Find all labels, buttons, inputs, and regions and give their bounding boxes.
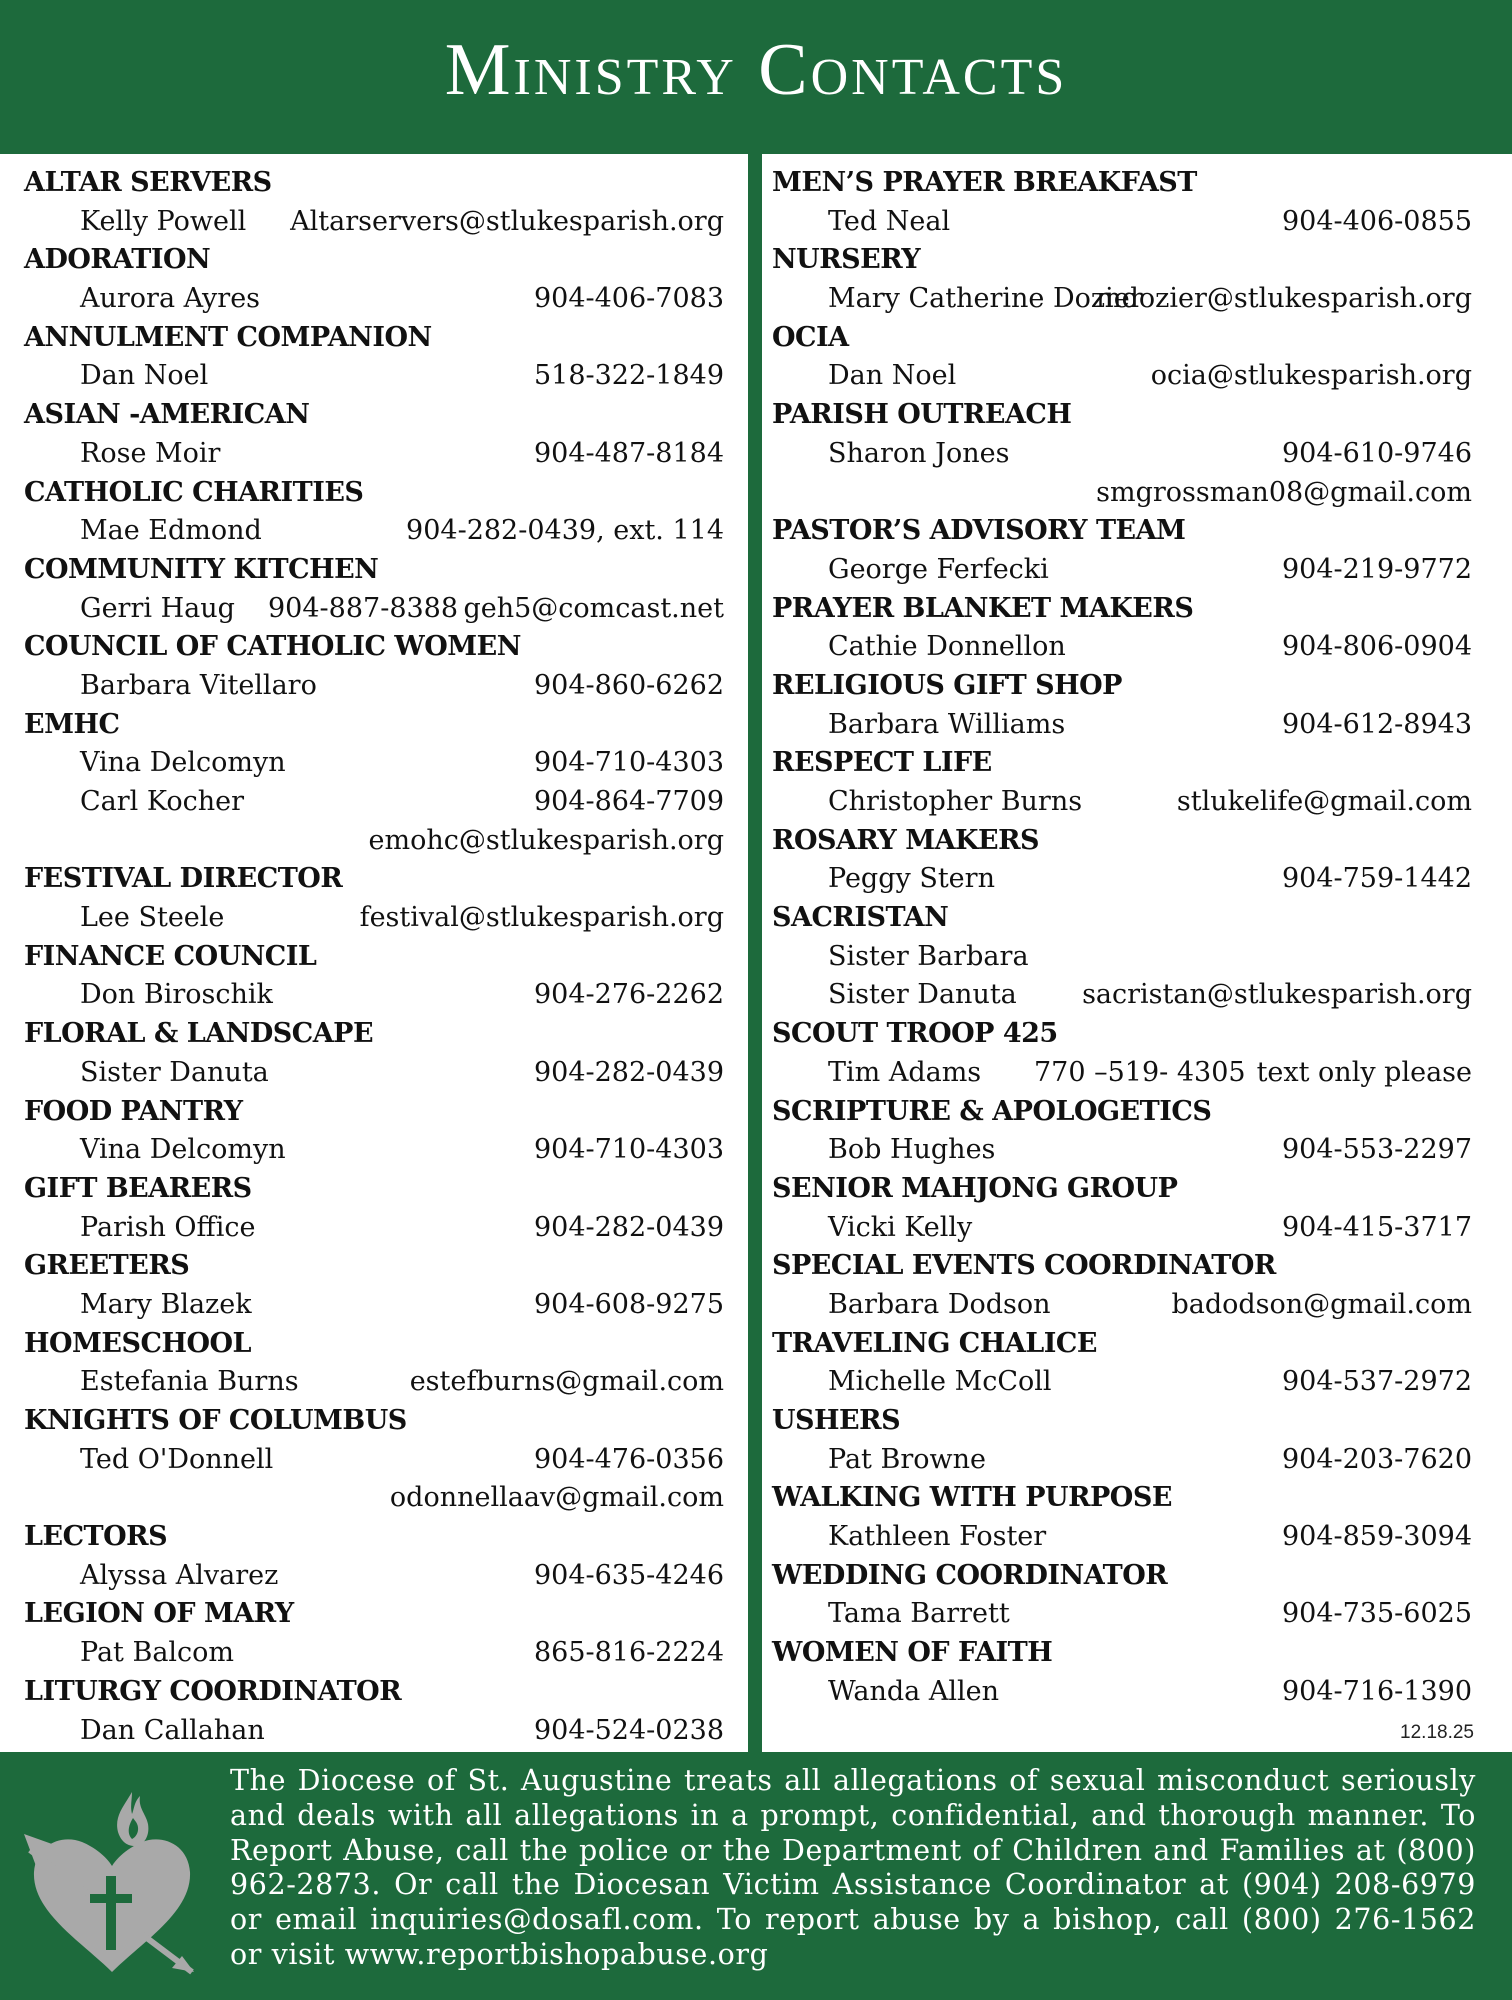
- contact-name: Parish Office: [80, 1211, 256, 1243]
- contact-name: Sharon Jones: [828, 437, 1010, 469]
- category-heading: LEGION OF MARY: [24, 1598, 294, 1630]
- left-column: [24, 164, 724, 1750]
- contact-name: Kathleen Foster: [828, 1521, 1047, 1553]
- contact-name: Vicki Kelly: [828, 1211, 973, 1243]
- category-heading: KNIGHTS OF COLUMBUS: [24, 1405, 407, 1436]
- category-heading: GREETERS: [24, 1250, 190, 1282]
- contact-row: [772, 1286, 1472, 1325]
- contact-detail: 904-553-2297: [1281, 1134, 1472, 1166]
- contact-row: [24, 1712, 724, 1751]
- category-heading: RESPECT LIFE: [772, 747, 992, 779]
- contact-detail: 904-282-0439, ext. 114: [406, 515, 724, 547]
- contact-name: Ted O'Donnell: [80, 1443, 274, 1475]
- contact-row: [24, 203, 724, 242]
- category-heading: ASIAN -AMERICAN: [24, 399, 310, 431]
- contact-name: Barbara Williams: [828, 708, 1066, 740]
- contact-detail: mdozier@stlukesparish.org: [1095, 283, 1472, 315]
- contact-name: Vina Delcomyn: [80, 747, 286, 779]
- contact-detail: 904-203-7620: [1281, 1443, 1472, 1475]
- abuse-reporting-notice: The Diocese of St. Augustine treats all allegations of sexual misconduct seriously and deals with all allegations in a prompt, confidential, and thorough manner. To Report Abuse, call the police or the Department of Children and Families at (800) 962-2873. Or call the Diocesan Victim Assistance Coordinator at (904) 208-6979 or email inquiries@dosafl.com. To report abuse by a bishop, call (800) 276-1562 or visit www.reportbishopabuse.org: [230, 1764, 1476, 1971]
- category-heading: FOOD PANTRY: [24, 1095, 243, 1127]
- contact-detail: 904-282-0439: [533, 1211, 724, 1243]
- contact-detail: stlukelife@gmail.com: [1176, 786, 1472, 817]
- contact-row: [24, 1209, 724, 1248]
- contact-detail: 518-322-1849: [533, 360, 724, 392]
- category-heading: ROSARY MAKERS: [772, 824, 1040, 856]
- contact-row: [24, 667, 724, 706]
- contact-name: Sister Danuta: [80, 1056, 269, 1088]
- contact-name: Mary Catherine Dozier: [828, 283, 1143, 315]
- category-heading: CATHOLIC CHARITIES: [24, 476, 364, 508]
- contact-detail: Altarservers@stlukesparish.org: [290, 205, 724, 237]
- contact-row: [24, 1054, 724, 1093]
- contact-detail: geh5@comcast.net: [463, 592, 724, 624]
- contact-row: [24, 435, 724, 474]
- contact-row: [24, 357, 724, 396]
- contact-name: Christopher Burns: [828, 786, 1083, 817]
- contact-phone: 904-887-8388: [268, 592, 459, 624]
- contact-detail: smgrossman08@gmail.com: [1096, 476, 1472, 508]
- contact-row: [24, 899, 724, 938]
- contact-name: Bob Hughes: [828, 1134, 996, 1166]
- contact-row: [772, 1209, 1472, 1248]
- contact-name: Lee Steele: [80, 902, 225, 934]
- contact-detail: 904-406-0855: [1281, 205, 1472, 237]
- contact-row: [772, 860, 1472, 899]
- contact-name: Alyssa Alvarez: [80, 1559, 279, 1591]
- contact-detail: 904-476-0356: [533, 1443, 724, 1475]
- contact-name: Don Biroschik: [80, 979, 273, 1011]
- revision-date: 12.18.25: [1400, 1722, 1474, 1743]
- category-heading: ANNULMENT COMPANION: [24, 321, 432, 353]
- contact-row: [24, 1131, 724, 1170]
- category-heading: LITURGY COORDINATOR: [24, 1675, 402, 1707]
- contact-name: Pat Browne: [828, 1443, 986, 1475]
- contact-row: [24, 1479, 724, 1518]
- contact-detail: 904-716-1390: [1281, 1675, 1472, 1707]
- category-heading: COMMUNITY KITCHEN: [24, 553, 379, 585]
- contact-row: [772, 203, 1472, 242]
- contact-name: Tim Adams: [828, 1056, 982, 1088]
- contact-detail: 904-612-8943: [1281, 708, 1472, 740]
- contact-detail: 865-816-2224: [533, 1637, 724, 1669]
- contact-name: Wanda Allen: [828, 1675, 999, 1707]
- contact-row: [772, 976, 1472, 1015]
- category-heading: RELIGIOUS GIFT SHOP: [772, 669, 1122, 701]
- contact-name: Sister Danuta: [828, 979, 1017, 1011]
- contact-detail: 904-282-0439: [533, 1056, 724, 1088]
- contact-row: [24, 1363, 724, 1402]
- category-heading: SCOUT TROOP 425: [772, 1018, 1058, 1050]
- contact-name: Estefania Burns: [80, 1366, 299, 1398]
- category-heading: FESTIVAL DIRECTOR: [24, 863, 343, 895]
- contact-detail: 904-859-3094: [1281, 1521, 1472, 1553]
- contact-name: Gerri Haug: [80, 592, 235, 624]
- category-heading: ADORATION: [24, 244, 211, 276]
- category-heading: GIFT BEARERS: [24, 1172, 252, 1204]
- category-heading: HOMESCHOOL: [24, 1327, 252, 1359]
- contact-detail: 904-759-1442: [1281, 863, 1472, 895]
- contact-row: [772, 551, 1472, 590]
- contact-detail: 904-276-2262: [533, 979, 724, 1011]
- contact-row: [24, 512, 724, 551]
- contact-row: [772, 1673, 1472, 1712]
- contact-name: Kelly Powell: [80, 205, 247, 237]
- category-heading: NURSERY: [772, 244, 921, 276]
- category-heading: LECTORS: [24, 1521, 168, 1553]
- contact-row: [772, 435, 1472, 474]
- contact-row: [772, 1363, 1472, 1402]
- category-heading: USHERS: [772, 1405, 901, 1436]
- category-heading: WOMEN OF FAITH: [772, 1637, 1053, 1669]
- contact-name: Mary Blazek: [80, 1288, 252, 1320]
- category-heading: WALKING WITH PURPOSE: [772, 1482, 1172, 1514]
- contact-row: [24, 1441, 724, 1480]
- contact-name: Dan Noel: [828, 360, 957, 392]
- contact-detail: 904-415-3717: [1281, 1211, 1472, 1243]
- contact-name: Dan Callahan: [80, 1714, 265, 1746]
- contact-name: Barbara Vitellaro: [80, 669, 317, 701]
- contact-name: Carl Kocher: [80, 786, 244, 817]
- contact-detail: 904-735-6025: [1281, 1598, 1472, 1630]
- contact-row: [24, 1634, 724, 1673]
- contact-row: [24, 976, 724, 1015]
- contact-detail: sacristan@stlukesparish.org: [1082, 979, 1472, 1011]
- contact-row: [24, 744, 724, 783]
- contact-detail: text only please: [1256, 1056, 1472, 1088]
- contact-detail: 904-406-7083: [533, 283, 724, 315]
- contact-row: [24, 1557, 724, 1596]
- contact-name: Peggy Stern: [828, 863, 995, 895]
- contact-row: [772, 783, 1472, 822]
- contact-row: [772, 628, 1472, 667]
- contact-name: Cathie Donnellon: [828, 631, 1066, 663]
- contact-row: [24, 822, 724, 861]
- contact-detail: 904-864-7709: [533, 786, 724, 817]
- contact-row: [772, 1441, 1472, 1480]
- contact-detail: festival@stlukesparish.org: [359, 902, 724, 934]
- contact-detail: odonnellaav@gmail.com: [389, 1482, 724, 1514]
- category-heading: SPECIAL EVENTS COORDINATOR: [772, 1250, 1276, 1282]
- category-heading: PARISH OUTREACH: [772, 399, 1072, 431]
- contact-row: [24, 1286, 724, 1325]
- sacred-heart-logo-icon: [22, 1772, 202, 1982]
- contact-detail: 904-710-4303: [533, 1134, 724, 1166]
- contact-row: [24, 783, 724, 822]
- contact-row: [772, 280, 1472, 319]
- category-heading: OCIA: [772, 321, 849, 353]
- contact-name: Pat Balcom: [80, 1637, 235, 1669]
- category-heading: EMHC: [24, 708, 120, 740]
- contact-detail: 904-608-9275: [533, 1288, 724, 1320]
- contact-detail: 904-219-9772: [1281, 553, 1472, 585]
- contact-row: [24, 280, 724, 319]
- contact-detail: ocia@stlukesparish.org: [1150, 360, 1472, 392]
- contact-detail: 904-710-4303: [533, 747, 724, 779]
- category-heading: ALTAR SERVERS: [24, 167, 272, 198]
- contact-row: [772, 357, 1472, 396]
- contact-phone: 770 –519- 4305: [1034, 1056, 1246, 1088]
- contact-detail: 904-537-2972: [1281, 1366, 1472, 1398]
- column-divider: [748, 154, 762, 1752]
- contact-detail: 904-487-8184: [533, 437, 724, 469]
- category-heading: FINANCE COUNCIL: [24, 940, 317, 972]
- contact-detail: 904-806-0904: [1281, 631, 1472, 663]
- contact-name: Vina Delcomyn: [80, 1134, 286, 1166]
- contact-name: Sister Barbara: [828, 940, 1029, 972]
- right-column: [772, 164, 1472, 1712]
- category-heading: MEN’S PRAYER BREAKFAST: [772, 167, 1197, 198]
- category-heading: COUNCIL OF CATHOLIC WOMEN: [24, 631, 521, 663]
- contact-row: [772, 1518, 1472, 1557]
- contact-row: [772, 938, 1472, 977]
- contact-row: [24, 590, 724, 629]
- category-heading: SCRIPTURE & APOLOGETICS: [772, 1095, 1212, 1127]
- contact-name: Barbara Dodson: [828, 1288, 1051, 1320]
- contact-detail: estefburns@gmail.com: [409, 1366, 724, 1398]
- contact-detail: 904-524-0238: [533, 1714, 724, 1746]
- contact-name: Aurora Ayres: [80, 283, 261, 315]
- contact-detail: 904-635-4246: [533, 1559, 724, 1591]
- category-heading: SENIOR MAHJONG GROUP: [772, 1172, 1178, 1204]
- category-heading: WEDDING COORDINATOR: [772, 1559, 1168, 1591]
- contact-row: [772, 706, 1472, 745]
- contact-detail: emohc@stlukesparish.org: [368, 824, 724, 856]
- contact-name: Rose Moir: [80, 437, 221, 469]
- category-heading: SACRISTAN: [772, 902, 949, 934]
- contact-detail: 904-610-9746: [1281, 437, 1472, 469]
- category-heading: TRAVELING CHALICE: [772, 1327, 1097, 1359]
- page-title: Ministry Contacts: [444, 29, 1068, 111]
- contact-name: Mae Edmond: [80, 515, 262, 547]
- contact-row: [772, 1054, 1472, 1093]
- contact-detail: 904-860-6262: [533, 669, 724, 701]
- contact-name: Tama Barrett: [828, 1598, 1010, 1630]
- contact-name: Ted Neal: [828, 205, 951, 237]
- contact-row: [772, 1595, 1472, 1634]
- contact-detail: badodson@gmail.com: [1171, 1288, 1472, 1320]
- category-heading: PASTOR’S ADVISORY TEAM: [772, 515, 1186, 547]
- category-heading: FLORAL & LANDSCAPE: [24, 1018, 374, 1050]
- contact-row: [772, 474, 1472, 513]
- contact-row: [772, 1131, 1472, 1170]
- contact-name: Michelle McColl: [828, 1366, 1052, 1398]
- category-heading: PRAYER BLANKET MAKERS: [772, 592, 1194, 624]
- contact-name: Dan Noel: [80, 360, 209, 392]
- contact-name: George Ferfecki: [828, 553, 1049, 585]
